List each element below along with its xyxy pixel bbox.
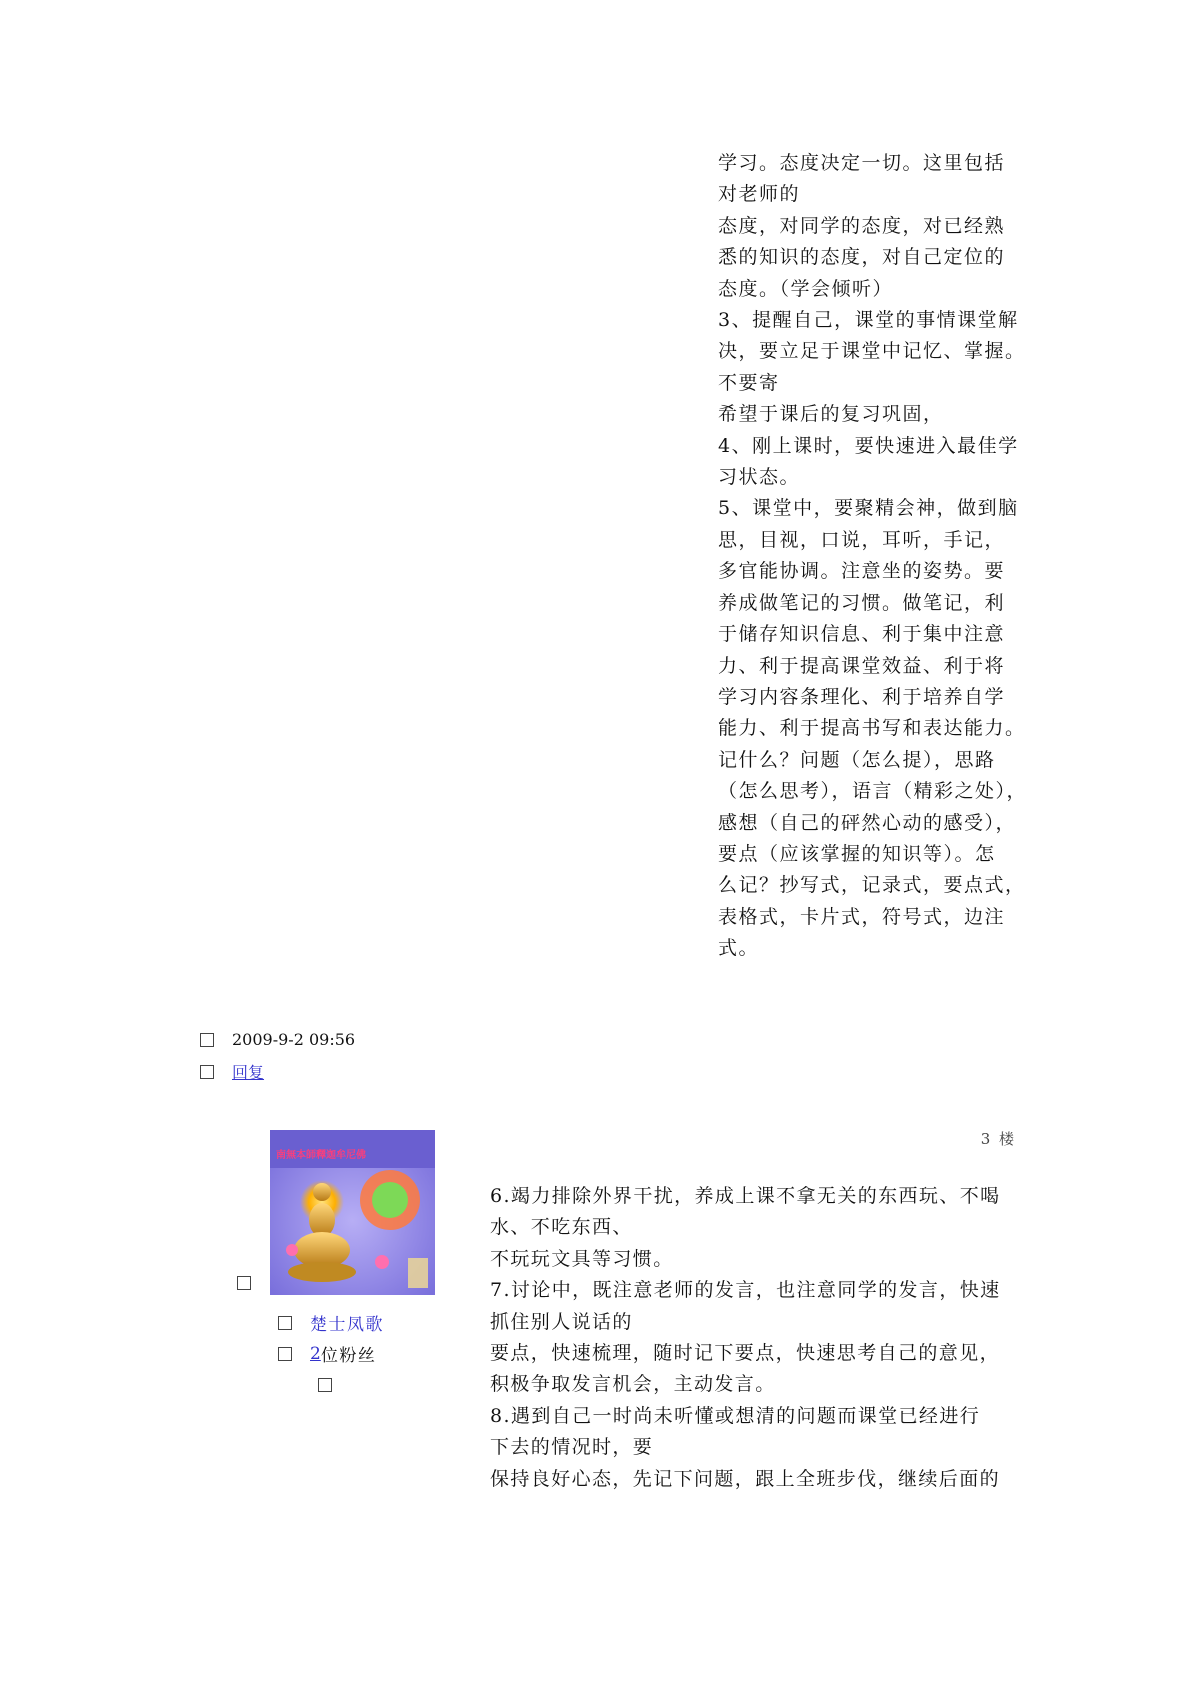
username-row: [278, 1310, 384, 1335]
post-body: [490, 1181, 1020, 1495]
text-line: 于储存知识信息、利于集中注意: [718, 623, 1006, 646]
post-timestamp: 2009-9-2 09:56: [232, 1030, 356, 1049]
text-line: 保持良好心态，先记下问题，跟上全班步伐，继续后面的: [490, 1467, 1001, 1490]
text-line: 学习内容条理化、利于培养自学: [718, 685, 1006, 708]
text-line: 6.竭力排除外界干扰，养成上课不拿无关的东西玩、不喝: [490, 1185, 1001, 1207]
avatar-caption: 南無本師釋迦牟尼佛: [276, 1150, 366, 1161]
text-line: 表格式，卡片式，符号式，边注: [718, 905, 1006, 928]
floor-number: 3 楼: [980, 1130, 1016, 1148]
reply-row: [200, 1060, 264, 1083]
checkbox-icon: [278, 1316, 292, 1330]
text-line: 抓住别人说话的: [490, 1310, 633, 1333]
fans-row: [278, 1341, 376, 1366]
text-line: 4、刚上课时，要快速进入最佳学: [718, 434, 1019, 457]
text-line: 感想（自己的砰然心动的感受），: [718, 811, 1017, 834]
text-line: 态度。（学会倾听）: [718, 277, 894, 300]
text-line: 下去的情况时，要: [490, 1436, 654, 1459]
text-line: （怎么思考），语言（精彩之处），: [718, 780, 1028, 803]
text-line: 学习。态度决定一切。这里包括: [718, 152, 1006, 174]
username-link[interactable]: 楚士凤歌: [310, 1315, 384, 1335]
text-line: 能力、利于提高书写和表达能力。: [718, 717, 1026, 740]
text-line: 积极争取发言机会，主动发言。: [490, 1373, 776, 1396]
text-line: 8.遇到自己一时尚未听懂或想清的问题而课堂已经进行: [490, 1404, 981, 1427]
fans-label: 位粉丝: [320, 1346, 377, 1366]
text-line: 7.讨论中，既注意老师的发言，也注意同学的发言，快速: [490, 1279, 1001, 1302]
text-line: 5、课堂中，要聚精会神，做到脑: [718, 497, 1019, 520]
text-line: 对老师的: [718, 183, 801, 206]
post-timestamp-row: [200, 1030, 355, 1049]
text-line: 要点，快速梳理，随时记下要点，快速思考自己的意见，: [490, 1342, 1001, 1365]
text-line: 要点（应该掌握的知识等）。怎: [718, 842, 996, 865]
reply-link[interactable]: 回复: [232, 1063, 265, 1082]
text-line: 不要寄: [718, 371, 780, 394]
previous-post-text: [718, 148, 1028, 965]
text-line: 3、提醒自己，课堂的事情课堂解: [718, 309, 1019, 332]
checkbox-icon: [200, 1065, 214, 1079]
user-avatar[interactable]: [270, 1130, 435, 1295]
text-line: 决，要立足于课堂中记忆、掌握。: [718, 340, 1026, 363]
text-line: 不玩玩文具等习惯。: [490, 1247, 674, 1270]
text-line: 态度，对同学的态度，对已经熟: [718, 214, 1006, 237]
text-line: 水、不吃东西、: [490, 1216, 633, 1239]
text-line: 希望于课后的复习巩固，: [718, 403, 944, 426]
checkbox-icon: [318, 1378, 332, 1392]
checkbox-icon: [237, 1276, 251, 1290]
text-line: 习状态。: [718, 466, 801, 489]
text-line: 悉的知识的态度，对自己定位的: [718, 246, 1006, 269]
checkbox-icon: [200, 1033, 214, 1047]
text-line: 思，目视，口说，耳听，手记，: [718, 528, 1006, 551]
text-line: 多官能协调。注意坐的姿势。要: [718, 560, 1006, 583]
text-line: 么记？抄写式，记录式，要点式，: [718, 874, 1026, 897]
checkbox-icon: [278, 1347, 292, 1361]
text-line: 养成做笔记的习惯。做笔记，利: [718, 591, 1006, 614]
fans-count-link[interactable]: 2: [310, 1343, 321, 1364]
text-line: 式。: [718, 937, 760, 960]
text-line: 力、利于提高课堂效益、利于将: [718, 654, 1006, 677]
text-line: 记什么？问题（怎么提），思路: [718, 748, 996, 771]
